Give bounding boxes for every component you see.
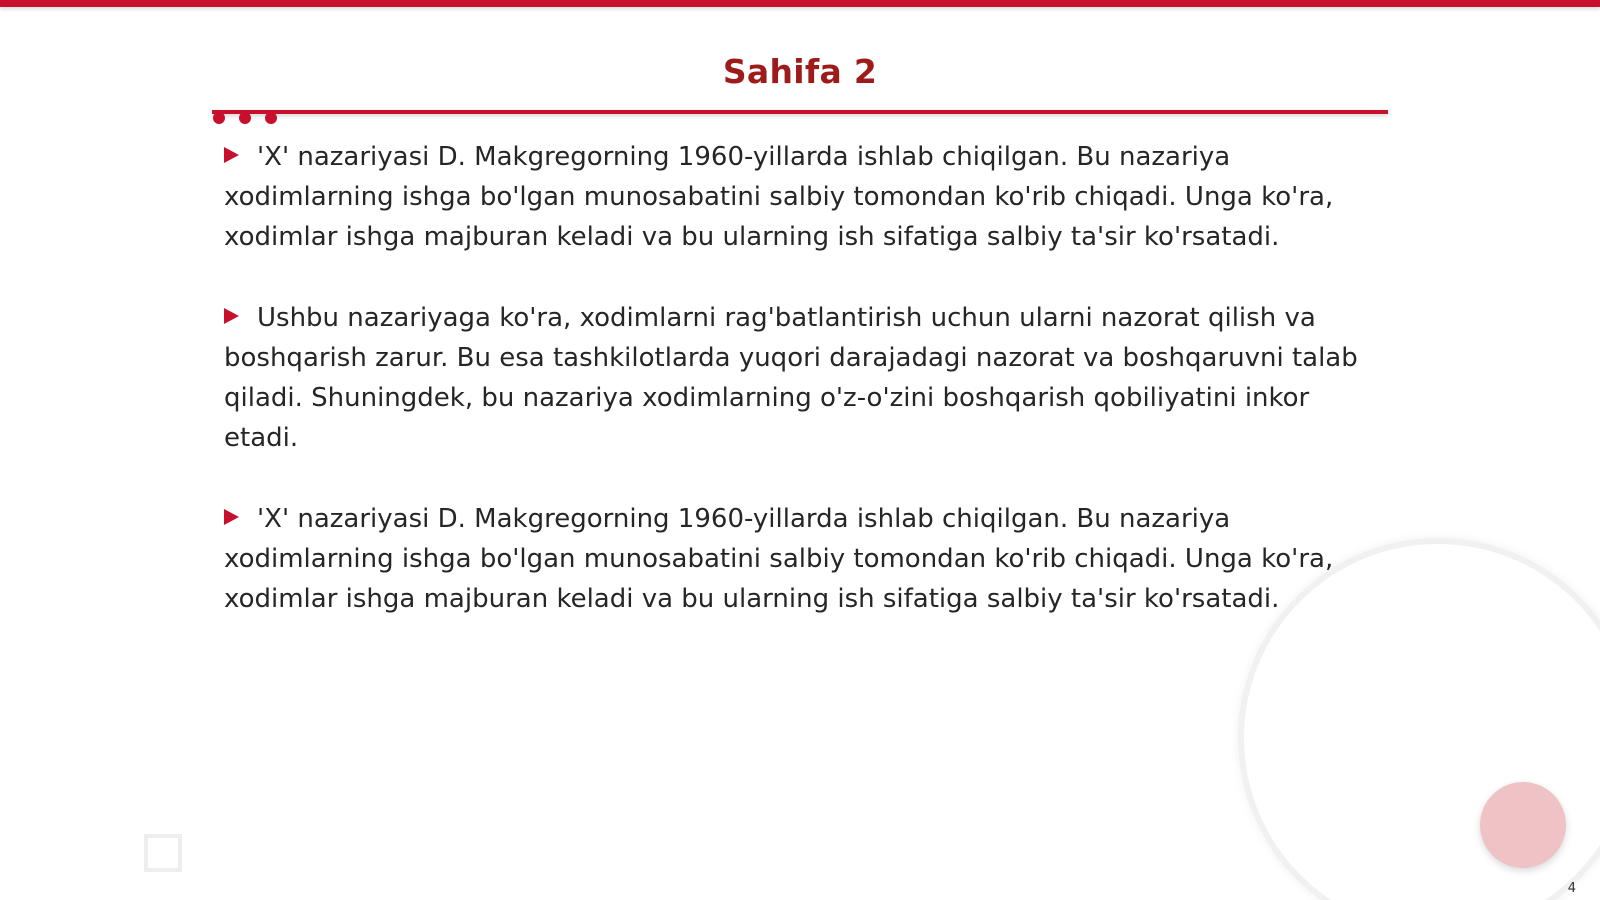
bullet-text: Ushbu nazariyaga ko'ra, xodimlarni rag'batlantirish uchun ularni nazorat qilish va boshqarish zarur. Bu esa tashkilotlarda yuqori darajadagi nazorat va boshqaruvni talab qiladi. Shuningdek, bu nazariya xodimlarning o'z-o'zini boshqarish qobiliyatini inkor etadi. <box>224 303 1358 453</box>
underline-dot <box>239 112 251 124</box>
triangle-right-icon <box>224 308 239 324</box>
bullet-text: 'X' nazariyasi D. Makgregorning 1960-yillarda ishlab chiqilgan. Bu nazariya xodimlarning ishga bo'lgan munosabatini salbiy tomondan ko'rib chiqadi. Unga ko'ra, xodimlar ishga majburan keladi va bu ularning ish sifatiga salbiy ta'sir ko'rsatadi. <box>224 504 1334 614</box>
page-number: 4 <box>1567 881 1576 896</box>
square-outline-decoration <box>144 834 182 872</box>
bullet-text: 'X' nazariyasi D. Makgregorning 1960-yillarda ishlab chiqilgan. Bu nazariya xodimlarning ishga bo'lgan munosabatini salbiy tomondan ko'rib chiqadi. Unga ko'ra, xodimlar ishga majburan keladi va bu ularning ish sifatiga salbiy ta'sir ko'rsatadi. <box>224 142 1334 252</box>
underline-dot <box>213 112 225 124</box>
bullet-item <box>224 499 1384 619</box>
bullet-list <box>224 137 1384 660</box>
pink-circle-decoration <box>1480 782 1566 868</box>
underline-dot <box>265 112 277 124</box>
triangle-right-icon <box>224 509 239 525</box>
bullet-item <box>224 137 1384 257</box>
triangle-right-icon <box>224 147 239 163</box>
top-accent-bar <box>0 0 1600 7</box>
bullet-item <box>224 298 1384 458</box>
title-underline <box>212 110 1388 114</box>
slide-title: Sahifa 2 <box>722 52 878 91</box>
